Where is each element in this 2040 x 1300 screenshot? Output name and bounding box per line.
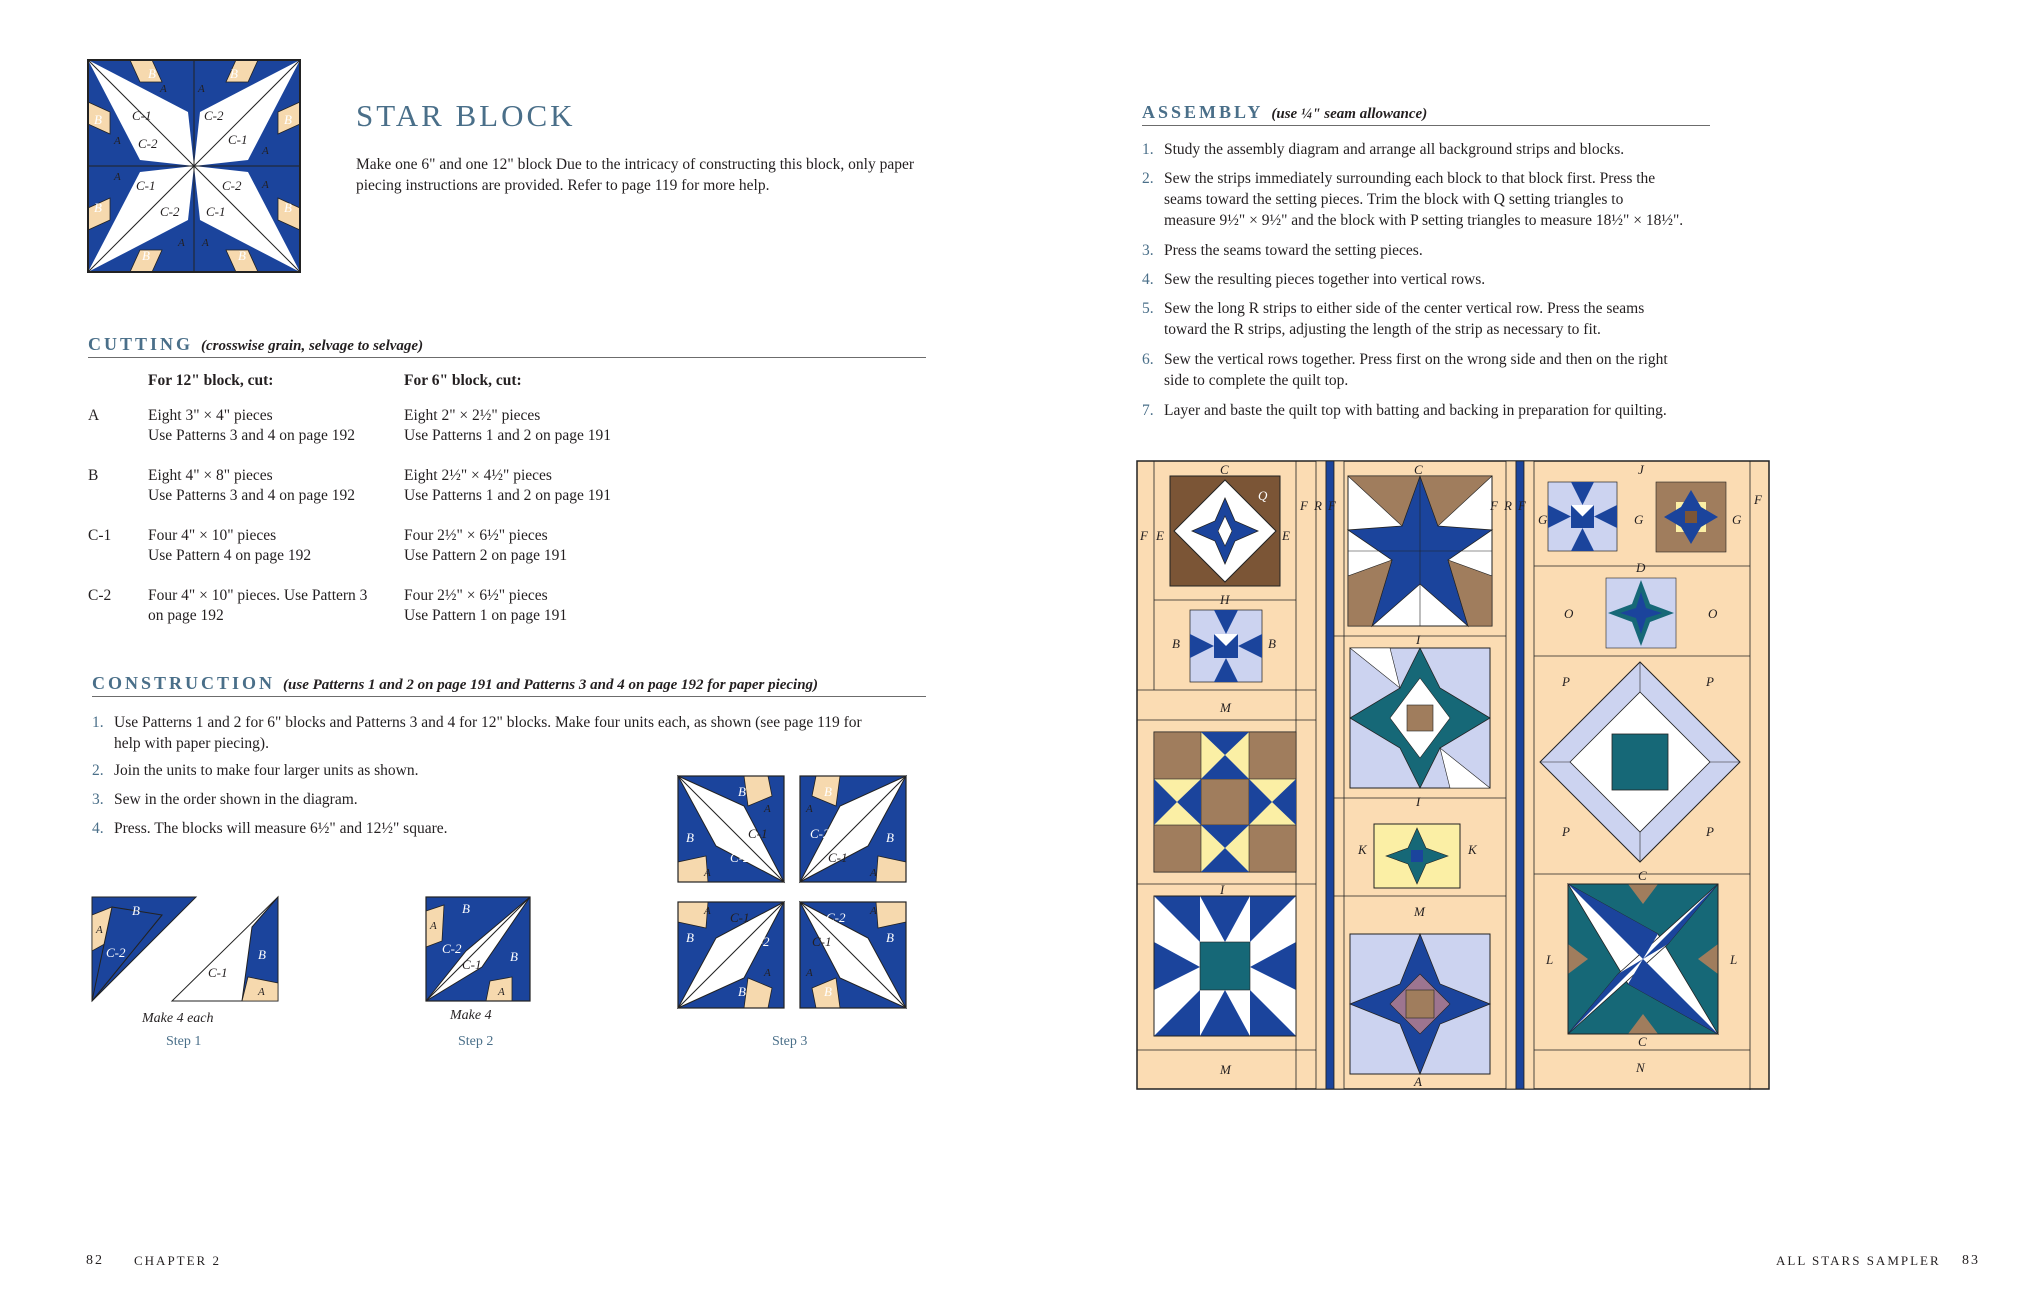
step-text: Sew the long R strips to either side of the center vertical row. Press the seams [1164,300,1645,317]
quilt-label-c: C [1414,462,1423,477]
quilt-label-f: F [1754,492,1762,507]
cutting-6-line1: Eight 2" × 2½" pieces [404,407,541,424]
diagram-label-c2: C-2 [826,910,846,925]
cutting-row [88,466,708,510]
cutting-12-line1: Eight 4" × 8" pieces [148,467,273,484]
cutting-12-line1: Four 4" × 10" pieces. Use Pattern 3 [148,587,368,604]
step-text: Join the units to make four larger units as shown. [114,762,419,779]
assembly-step [1142,240,1722,262]
step-number: 4. [92,820,104,837]
quilt-label-r: R [1314,498,1322,513]
step-number: 6. [1142,351,1154,368]
diagram-label-a: A [704,867,711,879]
block-label-a: A [160,83,167,95]
quilt-label-l: L [1546,952,1554,967]
block-label-a: A [262,179,269,191]
step1-diagram [92,897,282,1003]
diagram-label-b: B [686,830,694,845]
assembly-step [1142,139,1722,161]
step-text: Press. The blocks will measure 6½" and 12½" square. [114,820,448,837]
quilt-label-f: F [1300,498,1308,513]
diagram-label-c1: C-1 [812,934,832,949]
quilt-label-o: O [1564,606,1574,621]
step-text: toward the R strips, adjusting the length of the strip as necessary to fit. [1164,321,1601,338]
block-label-b: B [238,248,246,263]
step2-caption: Make 4 [450,1008,492,1023]
book-title-footer: ALL STARS SAMPLER [1776,1253,1941,1268]
assembly-steps [1142,139,1722,429]
diagram-label-c1: C-1 [208,965,228,980]
step1-label: Step 1 [166,1034,202,1049]
step-text: Study the assembly diagram and arrange all background strips and blocks. [1164,141,1625,158]
chapter-label: CHAPTER 2 [134,1253,221,1268]
diagram-label-c1: C-1 [828,850,848,865]
diagram-label-c1: C-1 [748,826,768,841]
quilt-label-m: M [1220,1062,1231,1077]
block-label-c1: C-1 [132,108,152,123]
diagram-label-b: B [686,930,694,945]
quilt-label-a: A [1414,1074,1422,1089]
block-label-a: A [114,171,121,183]
step-number: 7. [1142,402,1154,419]
diagram-label-a: A [806,803,813,815]
diagram-label-b: B [824,984,832,999]
quilt-label-b: B [1268,636,1276,651]
quilt-label-k: K [1468,842,1477,857]
diagram-label-a: A [764,803,771,815]
assembly-heading-note: (use ¼" seam allowance) [1271,106,1428,122]
step-text: Layer and baste the quilt top with batting and backing in preparation for quilting. [1164,402,1667,419]
step-text: Sew the strips immediately surrounding each block to that block first. Press the [1164,170,1656,187]
step2-diagram [426,897,532,1001]
quilt-label-p: P [1706,674,1714,689]
step3-diagram [678,776,906,1008]
page-number-right: 83 [1962,1253,1980,1268]
block-label-c2: C-2 [160,204,180,219]
step-number: 4. [1142,271,1154,288]
cutting-6-line2: Use Pattern 1 on page 191 [404,607,568,624]
diagram-label-b: B [738,984,746,999]
diagram-label-a: A [764,967,771,979]
quilt-label-c: C [1638,1034,1647,1049]
cutting-6-line1: Eight 2½" × 4½" pieces [404,467,552,484]
block-label-c2: C-2 [204,108,224,123]
block-label-a: A [178,237,185,249]
quilt-label-p: P [1562,824,1570,839]
block-label-b: B [230,66,238,81]
diagram-label-b: B [824,784,832,799]
diagram-label-a: A [870,867,877,879]
step-number: 3. [1142,242,1154,259]
cutting-row-label: B [88,467,99,484]
page-title: STAR BLOCK [356,98,576,133]
cutting-rule [88,357,926,358]
step-number: 2. [1142,170,1154,187]
diagram-label-b: B [258,947,266,962]
assembly-step [1142,298,1722,342]
step-number: 5. [1142,300,1154,317]
block-label-c1: C-1 [206,204,226,219]
step-number: 2. [92,762,104,779]
block-label-a: A [198,83,205,95]
quilt-label-i: I [1416,632,1421,647]
diagram-label-c1: C-1 [462,957,482,972]
star-block-illustration [88,60,300,272]
quilt-label-r: R [1504,498,1512,513]
quilt-label-p: P [1562,674,1570,689]
diagram-label-b: B [738,784,746,799]
diagram-label-b: B [886,830,894,845]
step2-label: Step 2 [458,1034,494,1049]
diagram-label-a: A [498,986,505,998]
assembly-rule [1142,125,1710,126]
diagram-label-a: A [258,986,265,998]
diagram-label-a: A [704,905,711,917]
cutting-row-label: C-2 [88,587,112,604]
diagram-label-c1: C-1 [730,910,750,925]
diagram-label-c2: C-2 [810,826,830,841]
quilt-label-j: J [1638,462,1644,477]
block-label-b: B [148,66,156,81]
diagram-label-b: B [462,901,470,916]
block-label-a: A [202,237,209,249]
quilt-label-h: H [1220,592,1230,607]
quilt-label-g: G [1732,512,1742,527]
cutting-heading-title: CUTTING [88,334,194,354]
diagram-label-c2: C-2 [730,850,750,865]
quilt-assembly-diagram [1136,460,1770,1090]
diagram-label-a: A [870,905,877,917]
step-text: Use Patterns 1 and 2 for 6" blocks and Patterns 3 and 4 for 12" blocks. Make four units each, as shown (see page 119 for [114,714,862,731]
block-label-c1: C-1 [228,132,248,147]
block-label-b: B [284,112,292,127]
step1-caption: Make 4 each [142,1011,214,1026]
cutting-row [88,586,708,630]
cutting-row [88,526,708,570]
cutting-col-12: For 12" block, cut: [148,372,274,389]
quilt-label-d: D [1636,560,1646,575]
construction-heading-note: (use Patterns 1 and 2 on page 191 and Patterns 3 and 4 on page 192 for paper piecing) [283,677,819,693]
block-label-c1: C-1 [136,178,156,193]
quilt-label-c: C [1638,868,1647,883]
cutting-heading [88,334,423,355]
quilt-label-g: G [1634,512,1644,527]
cutting-12-line1: Four 4" × 10" pieces [148,527,277,544]
cutting-12-line2: Use Pattern 4 on page 192 [148,547,312,564]
step-number: 1. [92,714,104,731]
construction-step [92,712,932,756]
diagram-label-a: A [430,920,437,932]
cutting-6-line1: Four 2½" × 6½" pieces [404,587,548,604]
quilt-label-e: E [1156,528,1164,543]
step-number: 3. [92,791,104,808]
cutting-row [88,406,708,450]
step-text: Sew the resulting pieces together into vertical rows. [1164,271,1486,288]
quilt-label-b: B [1172,636,1180,651]
diagram-label-c2: C-2 [442,941,462,956]
block-label-b: B [284,200,292,215]
cutting-col-6: For 6" block, cut: [404,372,522,389]
diagram-label-c2: C-2 [750,934,770,949]
quilt-label-q: Q [1258,488,1268,503]
cutting-12-line2: Use Patterns 3 and 4 on page 192 [148,427,356,444]
block-label-a: A [114,135,121,147]
block-label-c2: C-2 [138,136,158,151]
cutting-row-label: C-1 [88,527,112,544]
block-label-b: B [94,112,102,127]
step-text: Sew the vertical rows together. Press first on the wrong side and then on the right [1164,351,1668,368]
cutting-12-line1: Eight 3" × 4" pieces [148,407,273,424]
diagram-label-b: B [510,949,518,964]
assembly-step [1142,269,1722,291]
block-label-c2: C-2 [222,178,242,193]
block-label-b: B [94,200,102,215]
page-number-left: 82 [86,1253,104,1268]
step-text: Press the seams toward the setting pieces. [1164,242,1423,259]
cutting-6-line2: Use Patterns 1 and 2 on page 191 [404,427,612,444]
step-text: help with paper piecing). [114,735,269,752]
quilt-label-n: N [1636,1060,1645,1075]
quilt-label-f: F [1140,528,1148,543]
block-label-b: B [142,248,150,263]
quilt-label-i: I [1220,882,1225,897]
quilt-label-i: I [1416,794,1421,809]
cutting-12-line2: on page 192 [148,607,224,624]
step-text: side to complete the quilt top. [1164,372,1349,389]
quilt-label-g: G [1538,512,1548,527]
cutting-row-label: A [88,407,100,424]
diagram-label-b: B [132,903,140,918]
quilt-label-m: M [1414,904,1425,919]
cutting-12-line2: Use Patterns 3 and 4 on page 192 [148,487,356,504]
diagram-label-a: A [96,924,103,936]
diagram-label-b: B [886,930,894,945]
quilt-label-f: F [1490,498,1498,513]
step-number: 1. [1142,141,1154,158]
quilt-label-e: E [1282,528,1290,543]
diagram-label-c2: C-2 [106,945,126,960]
step-text: seams toward the setting pieces. Trim the block with Q setting triangles to [1164,191,1624,208]
assembly-step [1142,400,1722,422]
assembly-step [1142,349,1722,393]
quilt-label-l: L [1730,952,1738,967]
intro-text: Make one 6" and one 12" block Due to the intricacy of constructing this block, only paper piecing instructions are provided. Refer to page 119 for more help. [356,156,915,194]
assembly-heading [1142,102,1427,123]
construction-heading [92,673,818,694]
step-text: measure 9½" × 9½" and the block with P setting triangles to measure 18½" × 18½". [1164,212,1684,229]
construction-heading-title: CONSTRUCTION [92,673,276,693]
cutting-6-line2: Use Pattern 2 on page 191 [404,547,568,564]
quilt-label-f: F [1518,498,1526,513]
cutting-6-line1: Four 2½" × 6½" pieces [404,527,548,544]
assembly-heading-title: ASSEMBLY [1142,102,1264,122]
block-label-a: A [262,145,269,157]
quilt-label-m: M [1220,700,1231,715]
construction-rule [92,696,926,697]
cutting-heading-note: (crosswise grain, selvage to selvage) [201,338,424,354]
quilt-label-p: P [1706,824,1714,839]
quilt-label-o: O [1708,606,1718,621]
quilt-label-c: C [1220,462,1229,477]
quilt-label-f: F [1328,498,1336,513]
diagram-label-a: A [806,967,813,979]
cutting-6-line2: Use Patterns 1 and 2 on page 191 [404,487,612,504]
assembly-step [1142,168,1722,234]
step-text: Sew in the order shown in the diagram. [114,791,358,808]
step3-label: Step 3 [772,1034,808,1049]
quilt-label-k: K [1358,842,1367,857]
